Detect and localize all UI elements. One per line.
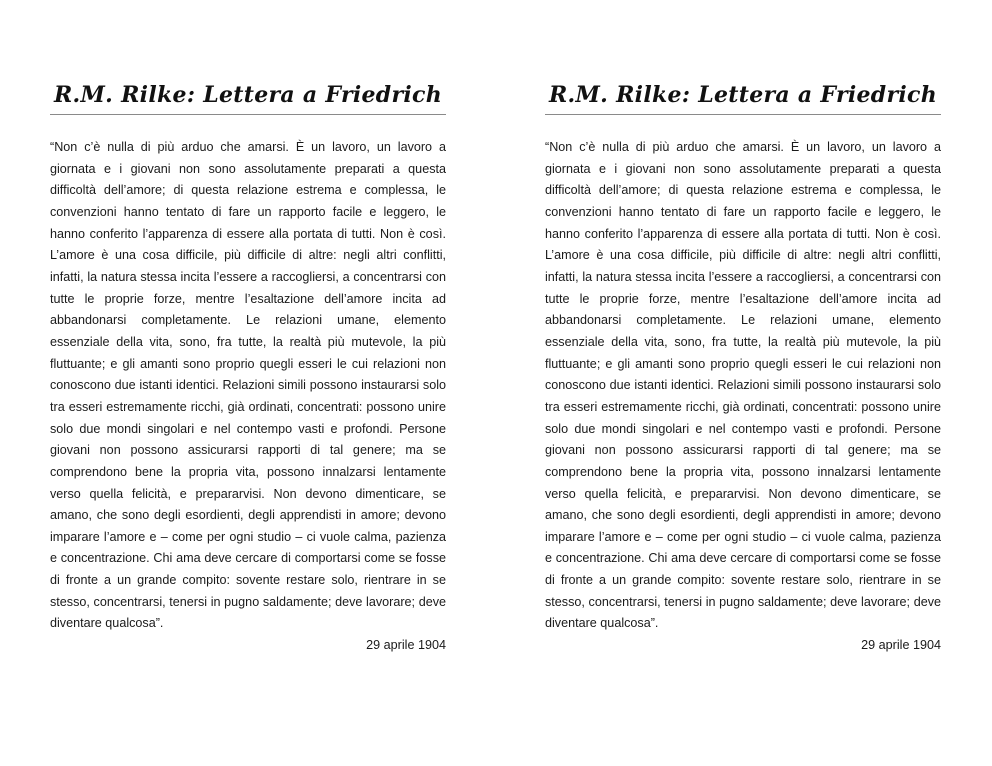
page-title: R.M. Rilke: Lettera a Friedrich: [53, 82, 443, 108]
letter-body: “Non c’è nulla di più arduo che amarsi. È un lavoro, un lavoro a giornata e i giovani non sono assolutamente preparati a questa difficoltà dell’amore; di questa relazione estrema e complessa, le convenzioni hanno tentato di fare un rapporto facile e leggero, le hanno conferito l’apparenza di essere alla portata di tutti. Non è così. L’amore è una cosa difficile, più difficile di altre: negli altri conflitti, infatti, la natura stessa incita l’essere a raccogliersi, a concentrarsi con tutte le proprie forze, mentre l’esaltazione dell’amore incita ad abbandonarsi completamente. Le relazioni umane, elemento essenziale della vita, sono, fra tutte, la realtà più mutevole, la più fluttuante; e gli amanti sono proprio quegli esseri le cui relazioni non conoscono due istanti identici. Relazioni simili possono instaurarsi solo tra esseri estremamente ricchi, già ordinati, concentrati: possono unire solo due mondi singolari e nel contempo vasti e profondi. Persone giovani non possono assicurarsi rapporti di tal genere; ma se comprendono bene la propria vita, possono innalzarsi lentamente verso quella felicità, e prepararvisi. Non devono dimenticare, se amano, che sono degli esordienti, degli apprendisti in amore; devono imparare l’amore e – come per ogni studio – ci vuole calma, pazienza e concentrazione. Chi ama deve cercare di comportarsi come se fosse di fronte a un grande compito: sovente restare solo, rientrare in se stesso, concentrarsi, tenersi in pugno saldamente; deve lavorare; deve diventare qualcosa”.: [50, 140, 446, 631]
title-rule: [545, 114, 941, 115]
title-rule: [50, 114, 446, 115]
letter-date: 29 aprile 1904: [861, 638, 941, 653]
letter-date: 29 aprile 1904: [366, 638, 446, 653]
right-page: [545, 80, 941, 657]
left-page: [50, 80, 446, 657]
page-title: R.M. Rilke: Lettera a Friedrich: [548, 82, 938, 108]
letter-body: “Non c’è nulla di più arduo che amarsi. È un lavoro, un lavoro a giornata e i giovani non sono assolutamente preparati a questa difficoltà dell’amore; di questa relazione estrema e complessa, le convenzioni hanno tentato di fare un rapporto facile e leggero, le hanno conferito l’apparenza di essere alla portata di tutti. Non è così. L’amore è una cosa difficile, più difficile di altre: negli altri conflitti, infatti, la natura stessa incita l’essere a raccogliersi, a concentrarsi con tutte le proprie forze, mentre l’esaltazione dell’amore incita ad abbandonarsi completamente. Le relazioni umane, elemento essenziale della vita, sono, fra tutte, la realtà più mutevole, la più fluttuante; e gli amanti sono proprio quegli esseri le cui relazioni non conoscono due istanti identici. Relazioni simili possono instaurarsi solo tra esseri estremamente ricchi, già ordinati, concentrati: possono unire solo due mondi singolari e nel contempo vasti e profondi. Persone giovani non possono assicurarsi rapporti di tal genere; ma se comprendono bene la propria vita, possono innalzarsi lentamente verso quella felicità, e prepararvisi. Non devono dimenticare, se amano, che sono degli esordienti, degli apprendisti in amore; devono imparare l’amore e – come per ogni studio – ci vuole calma, pazienza e concentrazione. Chi ama deve cercare di comportarsi come se fosse di fronte a un grande compito: sovente restare solo, rientrare in se stesso, concentrarsi, tenersi in pugno saldamente; deve lavorare; deve diventare qualcosa”.: [545, 140, 941, 631]
